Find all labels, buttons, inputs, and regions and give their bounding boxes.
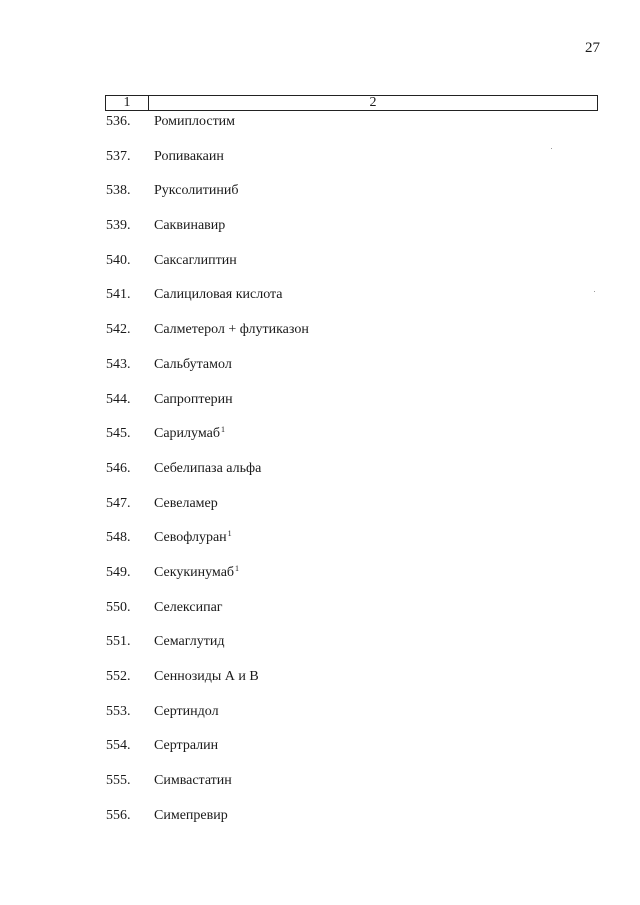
- drug-name-text: Симвастатин: [154, 773, 232, 789]
- row-number: 542.: [106, 322, 131, 338]
- drug-name-text: Сальбутамол: [154, 356, 232, 372]
- footnote-mark: 1: [220, 425, 225, 435]
- table-row: [0, 634, 640, 669]
- footnote-mark: 1: [227, 529, 232, 539]
- row-number: 536.: [106, 114, 131, 129]
- drug-name-text: Секукинумаб: [154, 564, 235, 580]
- drug-name: [154, 287, 283, 303]
- drug-name-text: Селексипаг: [154, 599, 223, 615]
- row-number: 555.: [106, 773, 131, 789]
- row-number: 539.: [106, 218, 131, 234]
- drug-name: [154, 669, 259, 685]
- table-row: [0, 530, 640, 565]
- drug-name: [154, 530, 232, 546]
- drug-name: [154, 773, 232, 789]
- drug-name: [154, 322, 309, 338]
- drug-name-text: Руксолитиниб: [154, 183, 239, 199]
- row-number: 550.: [106, 599, 131, 615]
- drug-name: [154, 149, 224, 165]
- drug-name: [154, 426, 225, 442]
- table-row: [0, 218, 640, 253]
- drug-name-text: Сарилумаб: [154, 426, 220, 442]
- drug-name-text: Салметерол + флутиказон: [154, 322, 309, 338]
- drug-name-text: Себелипаза альфа: [154, 460, 262, 476]
- drug-name-text: Ромиплостим: [154, 114, 236, 129]
- table-row: [0, 669, 640, 704]
- row-number: 545.: [106, 426, 131, 442]
- table-row: [0, 253, 640, 288]
- table-row: [0, 738, 640, 773]
- drug-name-text: Салициловая кислота: [154, 287, 283, 303]
- drug-list: [0, 114, 640, 842]
- drug-name: [154, 600, 223, 616]
- drug-name: [154, 392, 233, 408]
- row-number: 553.: [106, 703, 131, 719]
- row-number: 551.: [106, 634, 131, 650]
- drug-name: [154, 634, 224, 650]
- row-number: 549.: [106, 564, 131, 580]
- drug-name-text: Семаглутид: [154, 634, 225, 650]
- row-number: 548.: [106, 530, 131, 546]
- drug-name: [154, 253, 237, 269]
- drug-name-text: Сертралин: [154, 738, 219, 754]
- table-row: [0, 773, 640, 808]
- footnote-mark: 1: [235, 563, 240, 573]
- drug-name: [154, 496, 218, 512]
- drug-name: [154, 461, 261, 477]
- drug-name: [154, 357, 232, 373]
- drug-name: [154, 738, 218, 754]
- table-row: [0, 704, 640, 739]
- drug-name: [154, 218, 225, 234]
- table-row: [0, 114, 640, 149]
- page-number: 27: [585, 40, 600, 56]
- table-header-col1: 1: [106, 96, 149, 110]
- drug-name: [154, 114, 235, 130]
- row-number: 538.: [106, 183, 131, 199]
- row-number: 554.: [106, 738, 131, 754]
- table-header: [105, 95, 598, 111]
- drug-name: [154, 183, 238, 199]
- drug-name-text: Сеннозиды А и В: [154, 669, 259, 684]
- scan-speck: [551, 148, 552, 149]
- table-row: [0, 149, 640, 184]
- table-header-col2: 2: [369, 95, 377, 110]
- table-row: [0, 322, 640, 357]
- table-row: [0, 496, 640, 531]
- row-number: 537.: [106, 148, 131, 164]
- row-number: 543.: [106, 356, 131, 372]
- row-number: 540.: [106, 252, 131, 268]
- scan-speck: [594, 291, 595, 292]
- drug-name: [154, 808, 228, 824]
- drug-name-text: Саксаглиптин: [154, 252, 237, 268]
- table-row: [0, 183, 640, 218]
- table-row: [0, 426, 640, 461]
- table-row: [0, 600, 640, 635]
- drug-name-text: Ропивакаин: [154, 148, 224, 164]
- drug-name-text: Симепревир: [154, 807, 228, 823]
- table-row: [0, 808, 640, 843]
- row-number: 544.: [106, 391, 131, 407]
- row-number: 546.: [106, 460, 131, 476]
- table-row: [0, 461, 640, 496]
- row-number: 552.: [106, 669, 131, 684]
- row-number: 556.: [106, 807, 131, 823]
- drug-name: [154, 565, 239, 581]
- drug-name-text: Севеламер: [154, 495, 218, 511]
- drug-name-text: Сертиндол: [154, 703, 219, 719]
- drug-name-text: Саквинавир: [154, 218, 226, 234]
- drug-name-text: Севофлуран: [154, 530, 227, 546]
- row-number: 541.: [106, 287, 131, 303]
- row-number: 547.: [106, 495, 131, 511]
- table-row: [0, 357, 640, 392]
- drug-name: [154, 704, 219, 720]
- table-row: [0, 287, 640, 322]
- table-row: [0, 565, 640, 600]
- drug-name-text: Сапроптерин: [154, 391, 233, 407]
- table-row: [0, 392, 640, 427]
